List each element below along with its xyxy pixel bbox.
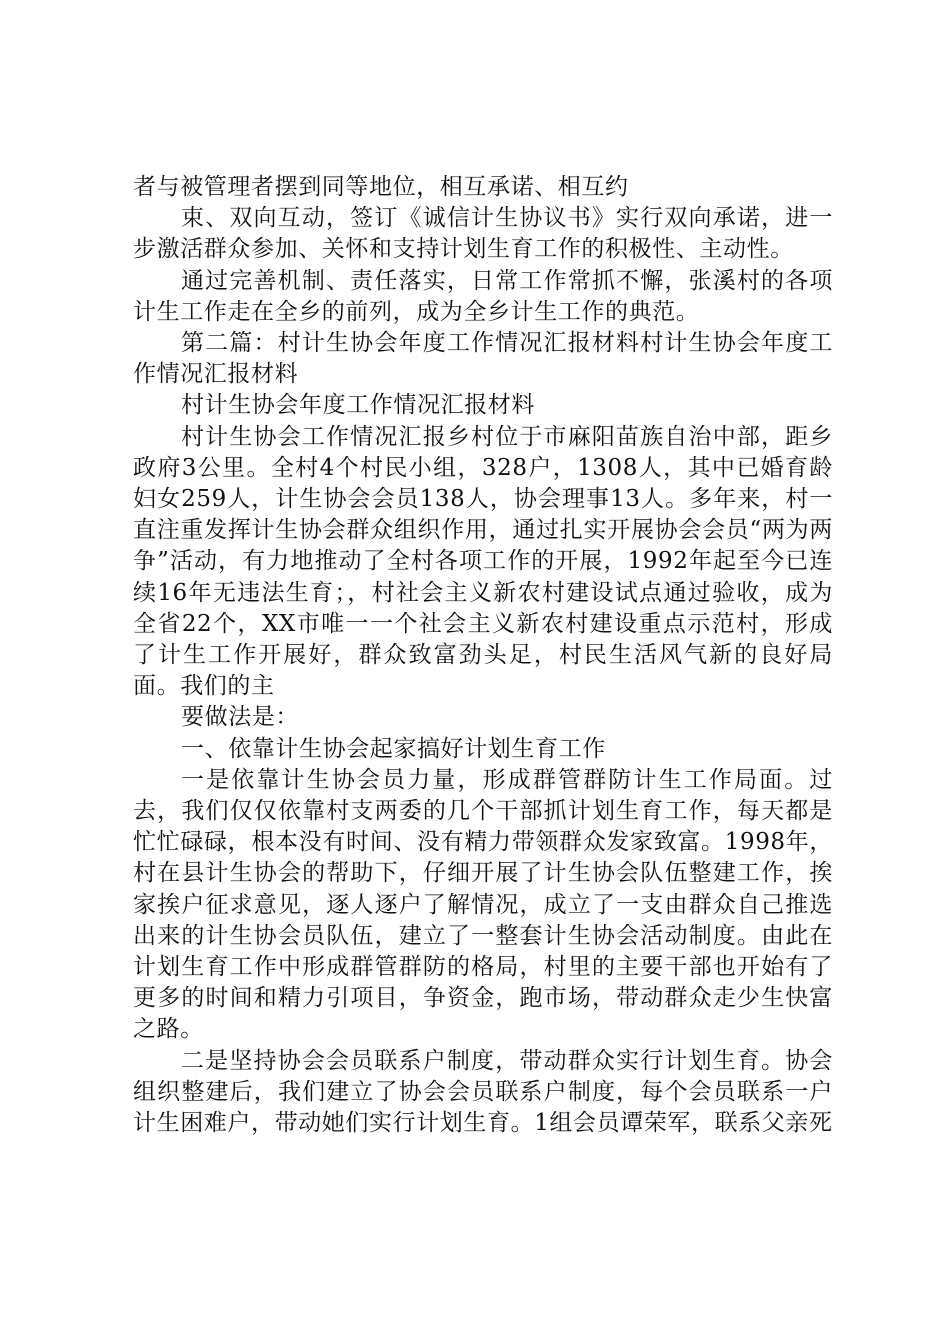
- paragraph-7: 要做法是：: [181, 704, 299, 731]
- paragraph-1: 者与被管理者摆到同等地位，相互承诺、相互约: [133, 174, 629, 200]
- subheading-one: 一、依靠计生协会起家搞好计划生育工作: [181, 735, 606, 762]
- paragraph-10: 二是坚持协会会员联系户制度，带动群众实行计划生育。协会组织整建后，我们建立了协会会员联系户制度，每个会员联系一户计生困难户，带动她们实行计划生育。1组会员谭荣军，联系父亲死: [133, 1047, 833, 1137]
- report-title: 村计生协会年度工作情况汇报材料: [181, 392, 535, 419]
- paragraph-3: 通过完善机制、责任落实，日常工作常抓不懈，张溪村的各项计生工作走在全乡的前列，成为全乡计生工作的典范。: [133, 267, 833, 325]
- paragraph-2: 束、双向互动，签订《诚信计生协议书》实行双向承诺，进一步激活群众参加、关怀和支持计划生育工作的积极性、主动性。: [133, 205, 833, 263]
- paragraph-9: 一是依靠计生协会员力量，形成群管群防计生工作局面。过去，我们仅仅依靠村支两委的几个干部抓计划生育工作，每天都是忙忙碌碌，根本没有时间、没有精力带领群众发家致富。1998年，村在县计生协会的帮助下，仔细开展了计生协会队伍整建工作，挨家挨户征求意见，逐人逐户了解情况，成立了一支由群众自己推选出来的计生协会员队伍，建立了一整套计生协会活动制度。由此在计划生育工作中形成群管群防的格局，村里的主要干部也开始有了更多的时间和精力引项目，争资金，跑市场，带动群众走少生快富之路。: [133, 766, 833, 1043]
- paragraph-6: 村计生协会工作情况汇报乡村位于市麻阳苗族自治中部，距乡政府3公里。全村4个村民小组，328户，1308人，其中已婚育龄妇女259人，计生协会会员138人，协会理事13人。多年来，村一直注重发挥计生协会群众组织作用，通过扎实开展协会会员“两为两争”活动，有力地推动了全村各项工作的开展，1992年起至今已连续16年无违法生育；，村社会主义新农村建设试点通过验收，成为全省22个，XX市唯一一个社会主义新农村建设重点示范村，形成了计生工作开展好，群众致富劲头足，村民生活风气新的良好局面。我们的主: [133, 423, 833, 700]
- section-heading-part-two: 第二篇：村计生协会年度工作情况汇报材料村计生协会年度工作情况汇报材料: [133, 330, 833, 388]
- document-body: [133, 172, 833, 1139]
